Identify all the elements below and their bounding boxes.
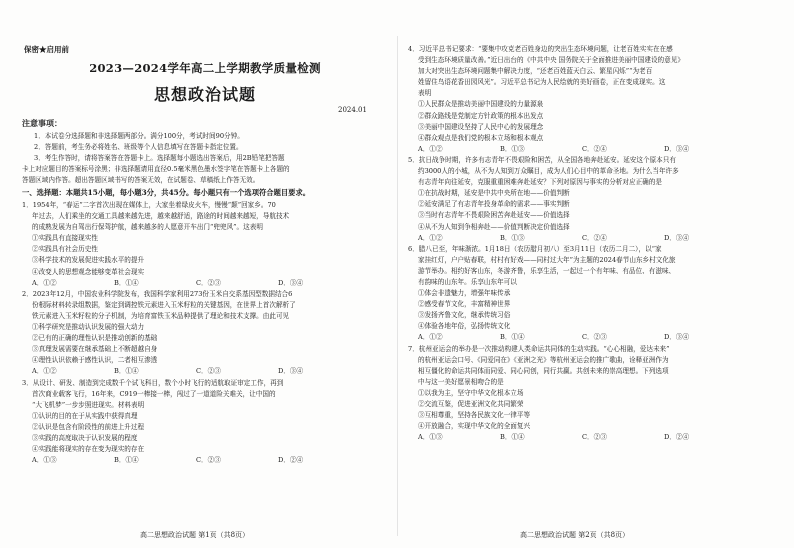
answer-d[interactable]: D．③④ xyxy=(278,278,304,287)
page-footer-right: 高二思想政治试题 第2页（共8页） xyxy=(520,531,630,539)
question-line: 6．腊八已至，年味渐浓。1月18日（农历腊月初八）至3月11日（农历二月二），以“家 xyxy=(408,244,662,253)
right-question-list xyxy=(408,44,784,443)
answer-d[interactable]: D．③④ xyxy=(664,333,690,342)
option-line: ③真理发展需要在继承基础上不断超越自身 xyxy=(32,345,158,354)
option-line: ③实践的高度取决于认识发展的程度 xyxy=(32,433,138,442)
question-5 xyxy=(408,155,784,244)
option-line: ①体会非遗魅力，增强年味传承 xyxy=(418,289,511,298)
option-line: ②已有的正确的理性认识是推动创新的基础 xyxy=(32,334,158,343)
answer-d[interactable]: D．②④ xyxy=(278,456,304,465)
question-line: 中与这一美好愿景相吻合的是 xyxy=(418,377,504,386)
answer-b[interactable]: B．①④ xyxy=(500,333,525,342)
page-footer-left: 高二思想政治试题 第1页（共8页） xyxy=(140,531,250,539)
notice-heading: 注意事项： xyxy=(22,118,62,128)
exam-title: 2023—2024学年高二上学期教学质量检测 xyxy=(89,61,321,75)
answer-d[interactable]: D．③④ xyxy=(278,367,304,376)
option-line: ①在抗战时期，延安是中共中央所在地——价值判断 xyxy=(418,189,570,198)
answer-a[interactable]: A．①③ xyxy=(32,456,57,465)
question-line: 家挂红灯，户户贴春联，村村有好戏——同村过大年”为主题的2024春节山东乡村文化旅 xyxy=(418,255,676,264)
answer-c[interactable]: C．②④ xyxy=(582,233,607,242)
option-line: ④群众观点是我们党的根本立场和根本观点 xyxy=(418,133,544,142)
option-line: ④开放融合，实现中华文化的全面复兴 xyxy=(418,422,531,431)
option-line: ③美丽中国建设坚持了人民中心的发展理念 xyxy=(418,122,544,131)
question-line: 7．杭州亚运会的举办是一次推动构建人类命运共同体的生动实践。“心心相融，爱达未来” xyxy=(408,344,670,353)
question-7 xyxy=(408,344,784,444)
option-line: ②延安满足了有志青年投身革命的需求——事实判断 xyxy=(418,200,570,209)
option-line: ③当时有志青年不畏艰险困苦奔赴延安——价值选择 xyxy=(418,211,570,220)
option-line: ①科学研究是推动认识发展的强大动力 xyxy=(32,323,145,332)
answer-b[interactable]: B．①④ xyxy=(114,278,139,287)
section-heading: 一、选择题：本题共15小题，每小题3分，共45分。每小题只有一个选项符合题目要求。 xyxy=(22,188,311,197)
question-line: 3．从设计、研发、制造到完成数千个试飞科目，数个小时飞行的适航取证审定工作，再到 xyxy=(22,378,284,387)
question-line: 表明 xyxy=(418,89,432,98)
question-line: 受到生态环境质量改善。”近日出台的《中共中央 国务院关于全面推进美丽中国建设的意见》 xyxy=(418,56,684,65)
question-6 xyxy=(408,244,784,344)
answer-a[interactable]: A．①② xyxy=(418,333,443,342)
question-2 xyxy=(22,289,394,378)
option-line: ④实践能将现实的存在变为现实的存在 xyxy=(32,445,145,454)
answer-a[interactable]: A．①② xyxy=(32,367,57,376)
answer-c[interactable]: C．②③ xyxy=(196,367,221,376)
option-line: ③发扬齐鲁文化，继承传统习俗 xyxy=(418,311,511,320)
option-line: ③科学技术的发展促进实践水平的提升 xyxy=(32,256,145,265)
answer-choices xyxy=(408,144,784,155)
answer-d[interactable]: D．③④ xyxy=(664,144,690,153)
question-line: 约3000人的小城，从不为人知到万众瞩目，成为人们心目中的革命圣地。为什么当年许多 xyxy=(418,167,679,176)
question-line: 游节举办。相约好客山东，冬游齐鲁，乐享生活，一起过一个有年味、有品位、有滋味、 xyxy=(418,266,676,275)
column-divider xyxy=(397,36,398,536)
question-3 xyxy=(22,378,394,467)
answer-a[interactable]: A．①② xyxy=(32,278,57,287)
answer-a[interactable]: A．①② xyxy=(418,144,443,153)
answer-c[interactable]: C．②③ xyxy=(582,333,607,342)
option-line: ④改变人的思想观念能够变革社会现实 xyxy=(32,267,145,276)
question-line: 的成熟发展为自驾出行保驾护航，越来越多的人愿意开车出门“兜兜风”。这表明 xyxy=(32,223,263,232)
option-line: ②群众路线是党制定方针政策的根本出发点 xyxy=(418,111,544,120)
answer-choices xyxy=(22,455,394,466)
option-line: ①实践具有直接现实性 xyxy=(32,234,98,243)
answer-b[interactable]: B．①③ xyxy=(500,233,525,242)
question-4 xyxy=(408,44,784,155)
option-line: ②实践具有社会历史性 xyxy=(32,245,98,254)
question-line: 铁元素进入玉米籽粒的分子机制，为培育富铁玉米品种提供了理论和技术支撑。由此可见 xyxy=(32,311,290,320)
option-line: ①认识的目的在于从实践中获得真理 xyxy=(32,411,138,420)
answer-d[interactable]: D．③④ xyxy=(664,233,690,242)
question-line: 1．1954年，“春运”二字首次出现在媒体上，大家坐着绿皮火车，慢慢“颠”回家乡。70 xyxy=(22,201,276,209)
question-line: 首次商业载客飞行，16年来，C919一棒接一棒，闯过了一道道险关难关，让中国的 xyxy=(32,389,276,398)
option-line: ②感受春节文化，丰富精神世界 xyxy=(418,300,511,309)
question-line: 有志青年向往延安，克服重重困难奔赴延安？下列对原因与事实的分析对应正确的是 xyxy=(418,178,662,187)
option-line: ①以我为主，坚守中华文化根本立场 xyxy=(418,388,524,397)
question-line: 有韵味的山东年。乐享山东年可以 xyxy=(418,277,517,286)
answer-choices xyxy=(408,233,784,244)
secret-label: 保密★启用前 xyxy=(24,45,69,54)
option-line: ②认识是包含有阶段性的前进上升过程 xyxy=(32,422,145,431)
option-line: ④从不为人知到争相奔赴——价值判断决定价值选择 xyxy=(418,222,570,231)
notice-item: 1．本试卷分选择题和非选择题两部分。满分100分，考试时间90分钟。 xyxy=(34,132,244,140)
answer-c[interactable]: C．②③ xyxy=(582,433,607,442)
answer-b[interactable]: B．①④ xyxy=(114,456,139,465)
question-line: 年过去，人们乘坐的交通工具越来越先进，越来越舒适，路途的时间越来越短，导航技术 xyxy=(32,212,290,221)
option-line: ①人民群众是推动美丽中国建设的力量源泉 xyxy=(418,100,544,109)
notice-item: 答题区域内作答。超出答题区域书写的答案无效，在试题卷、草稿纸上作答无效。 xyxy=(22,176,260,184)
notice-item: 3．考生作答时，请将答案答在答题卡上。选择题每小题选出答案后，用2B铅笔把答题 xyxy=(34,154,285,162)
option-line: ②交流互鉴，促进亚洲文化共同繁荣 xyxy=(418,400,524,408)
option-line: ③互相尊重，坚持各民族文化一律平等 xyxy=(418,411,531,420)
question-line: 姓留住鸟语花香田园风光”。习近平总书记为人民绘就的美好画卷，正在变成现实。这 xyxy=(418,78,666,87)
question-line: 2．2023年12月，中国农业科学院发布，我国科学家利用273份玉米自交系基因型数据结合6 xyxy=(22,289,293,298)
question-line: 的杭州亚运会口号、《同爱同在》《亚洲之光》等杭州亚运会的推广歌曲，诠释亚洲作为 xyxy=(418,355,669,364)
answer-a[interactable]: A．①② xyxy=(418,233,443,242)
question-1 xyxy=(22,200,394,289)
notice-item: 卡上对应题目的答案标号涂黑；非选择题请用直径0.5毫米黑色墨水签字笔在答题卡上各题的 xyxy=(22,165,290,173)
answer-b[interactable]: B．①④ xyxy=(114,367,139,376)
question-line: 相互僵化的命运共同体而同爱、同心同创，同行共赢。共创未来的崇高理想。下列选项 xyxy=(418,366,669,375)
subject-title: 思想政治试题 xyxy=(153,85,256,104)
answer-c[interactable]: C．②③ xyxy=(196,456,221,465)
question-line: 5．抗日战争时期，许多有志青年不畏艰险和困苦，从全国各地奔赴延安。延安这个原本只有 xyxy=(408,155,676,164)
answer-choices xyxy=(408,332,784,343)
option-line: ④体验各地年俗，弘扬传统文化 xyxy=(418,322,511,331)
answer-c[interactable]: C．②④ xyxy=(582,144,607,153)
answer-choices xyxy=(408,432,784,443)
exam-date: 2024.01 xyxy=(338,106,367,114)
question-line: 4．习近平总书记要求：“要集中攻克老百姓身边的突出生态环境问题，让老百姓实实在在感 xyxy=(408,45,673,53)
question-line: 加大对突出生态环境问题集中解决力度，“还老百姓蓝天白云、繁星闪烁”“为老百 xyxy=(418,67,653,76)
left-question-list xyxy=(22,200,394,466)
option-line: ④理性认识依赖于感性认识，二者相互渗透 xyxy=(32,356,158,365)
question-line: “大飞机梦”一步步照进现实。材料表明 xyxy=(32,400,145,409)
notice-item: 2．答题前，考生务必将姓名、班级等个人信息填写在答题卡指定位置。 xyxy=(34,143,243,151)
answer-choices xyxy=(22,366,394,377)
answer-b[interactable]: B．①④ xyxy=(500,433,525,442)
answer-b[interactable]: B．①③ xyxy=(500,144,525,153)
question-line: 份根际材料转录组数据，鉴定到调控铁元素进入玉米籽粒的关键基因，在世界上首次解析了 xyxy=(32,300,296,309)
answer-d[interactable]: D．②④ xyxy=(664,433,690,442)
answer-choices xyxy=(22,278,394,289)
answer-a[interactable]: A．①③ xyxy=(418,433,443,442)
answer-c[interactable]: C．②③ xyxy=(196,278,221,287)
